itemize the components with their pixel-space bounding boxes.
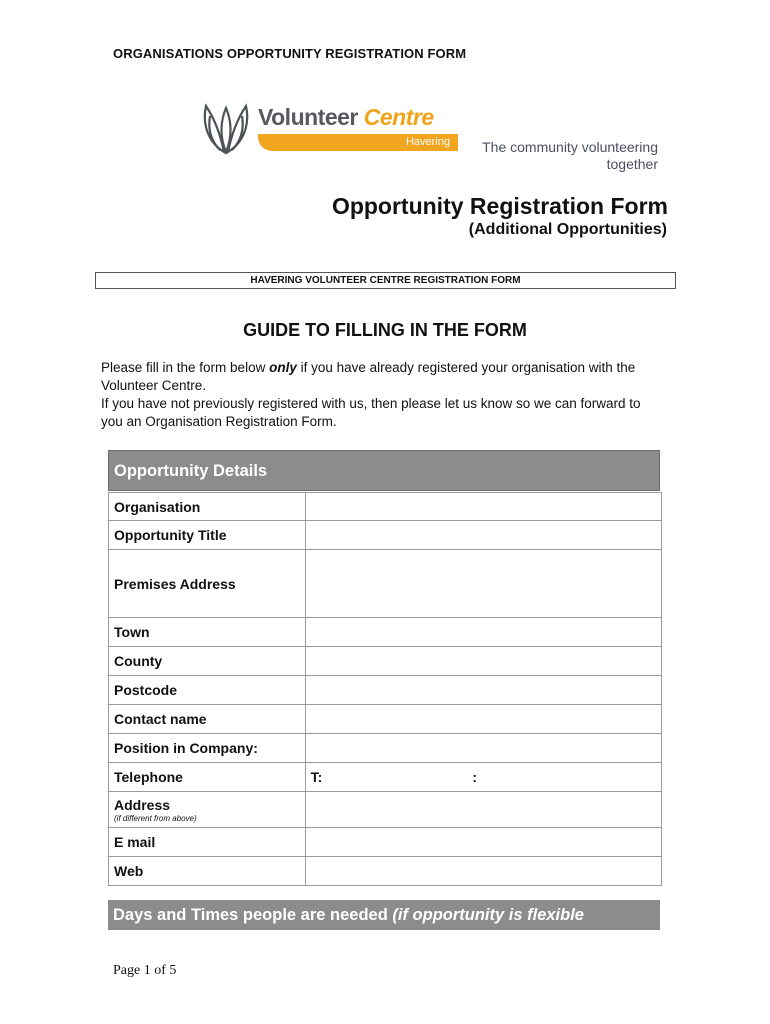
days-times-header: Days and Times people are needed (if opportunity is flexible (108, 900, 660, 930)
county-input[interactable] (305, 647, 661, 676)
page-number: Page 1 of 5 (113, 963, 177, 978)
telephone-prefix: T: (310, 769, 323, 785)
table-row (109, 734, 662, 763)
document-header: ORGANISATIONS OPPORTUNITY REGISTRATION FORM (113, 46, 467, 61)
field-label-organisation: Organisation (109, 493, 306, 521)
postcode-input[interactable] (305, 676, 661, 705)
opportunity-title-input[interactable] (305, 521, 661, 550)
field-label-contact-name: Contact name (109, 705, 306, 734)
web-input[interactable] (305, 857, 661, 886)
table-row (109, 676, 662, 705)
town-input[interactable] (305, 618, 661, 647)
organisation-input[interactable] (305, 493, 661, 521)
table-row (109, 647, 662, 676)
table-row (109, 618, 662, 647)
table-row (109, 550, 662, 618)
volunteer-centre-logo (198, 100, 460, 158)
field-label-telephone: Telephone (109, 763, 306, 792)
opportunity-details-header: Opportunity Details (108, 450, 660, 491)
position-input[interactable] (305, 734, 661, 763)
leaf-hands-icon (198, 100, 254, 156)
logo-bar (258, 134, 458, 151)
field-label-email: E mail (109, 828, 306, 857)
guide-paragraph-2: If you have not previously registered with us, then please let us know so we can forward to you an Organisation Registration Form. (101, 396, 641, 429)
address-hint: (if different from above) (114, 813, 197, 823)
contact-name-input[interactable] (305, 705, 661, 734)
table-row (109, 493, 662, 521)
field-label-premises-address: Premises Address (109, 550, 306, 618)
guide-paragraph-1: Please fill in the form below only if you have already registered your organisation with the Volunteer Centre. (101, 360, 636, 393)
form-title: Opportunity Registration Form (331, 193, 668, 219)
telephone-input[interactable] (305, 763, 661, 792)
field-label-town: Town (109, 618, 306, 647)
logo-wordmark: Volunteer Centre (258, 104, 434, 130)
logo-sub: Havering (405, 136, 450, 148)
address-input[interactable] (305, 792, 661, 828)
field-label-county: County (109, 647, 306, 676)
tagline: The community volunteering together (482, 139, 658, 172)
table-row (109, 521, 662, 550)
guide-text (101, 359, 661, 431)
premises-address-input[interactable] (305, 550, 661, 618)
field-label-web: Web (109, 857, 306, 886)
field-label-opportunity-title: Opportunity Title (109, 521, 306, 550)
field-label-position: Position in Company: (109, 734, 306, 763)
table-row (109, 763, 662, 792)
guide-title: GUIDE TO FILLING IN THE FORM (243, 320, 527, 340)
table-row (109, 705, 662, 734)
opportunity-details-table (108, 492, 662, 886)
field-label-address: Address (if different from above) (109, 792, 306, 828)
email-input[interactable] (305, 828, 661, 857)
table-row (109, 828, 662, 857)
field-label-postcode: Postcode (109, 676, 306, 705)
registration-banner: HAVERING VOLUNTEER CENTRE REGISTRATION FORM (95, 272, 676, 289)
table-row (109, 792, 662, 828)
form-subtitle: (Additional Opportunities) (468, 221, 667, 238)
table-row (109, 857, 662, 886)
telephone-separator: : (472, 769, 477, 785)
